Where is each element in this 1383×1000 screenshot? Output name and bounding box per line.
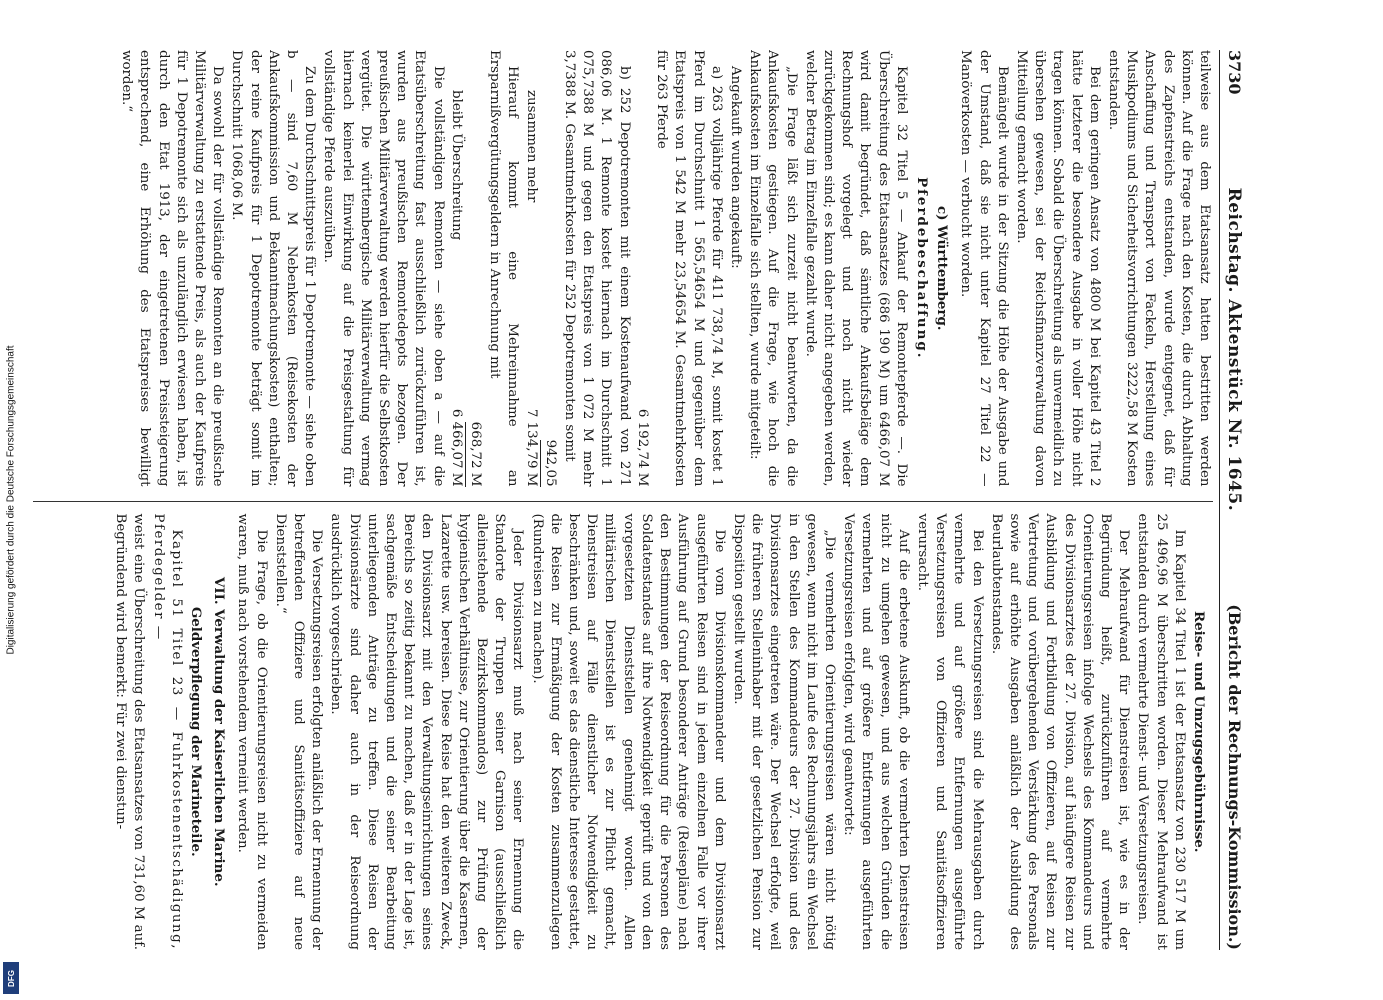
page-header xyxy=(1219,50,1244,950)
paragraph: Zu dem Durchschnittspreis für 1 Depotremonte — siehe oben b — sind 7,60 M Nebenkosten (Reisekosten der Ankaufskommission und Bekanntmachungskosten) enthalten; der reine Kaufpreis für 1 Depotremonte beträgt somit im Durchschnitt 1068,06 M. xyxy=(229,50,318,487)
amount-row xyxy=(447,50,465,487)
amount-row xyxy=(540,50,559,487)
paragraph: Auf die erbetene Auskunft, ob die vermehrten Dienstreisen nicht zu umgehen gewesen, und aus welchen Gründen die vermehrten und auf größere Entfernungen ausgeführten Versetzungsreisen erfolgten, wird geantwortet: xyxy=(841,513,911,950)
paragraph: Hierauf kommt eine Mehreinnahme an Ersparnißvergütungsgeldern in Anrechnung mit xyxy=(487,50,521,487)
footer-credit-text: Digitalisierung gefördert durch die Deutsche Forschungsgemeinschaft xyxy=(5,345,17,655)
paragraph: Der Mehraufwand für Dienstreisen ist, wie es in der Begründung heißt, zurückzuführen auf vermehrte Orientierungsreisen infolge Wechsels des Kommandeurs und des Divisionsarztes der 27. Division, auf häufigere Reisen zur Ausbildung und Fortbildung von Offizieren, auf Reisen zur Vertretung und vorübergehenden Verstärkung des Personals sowie auf erhöhte Ausgaben anläßlich der Ausbildung des Beurlaubtenstandes. xyxy=(988,513,1132,950)
paragraph: a) 263 volljährige Pferde für 411 738,74 M, somit kostet 1 Pferd im Durchschnitt 1 565,54654 M und gegenüber dem Etatspreis von 1 542 M mehr 23,54654 M. Gesamtmehrkosten für 263 Pferde xyxy=(654,50,724,487)
paragraph: Bemängelt wurde in der Sitzung die Höhe der Ausgabe und der Umstand, daß sie nicht unter Kapitel 27 Titel 22 — Manöverkosten — verbucht worden. xyxy=(958,50,1010,487)
amount-label: bleibt Überschreitung xyxy=(448,90,464,241)
document-page xyxy=(10,40,1250,960)
amount-value: 6 192,74 M xyxy=(634,408,650,487)
paragraph: Kapitel 32 Titel 5 — Ankauf der Remontepferde —. Die Überschreitung des Etatsansatzes (686 190 M) um 6466,07 M wird damit begründet, daß sämtliche Ankaufsbeläge dem Rechnungshof vorgelegt und noch nicht wieder zurückgekommen sind; es kann daher nicht angegeben werden, welcher Betrag im Einzelfalle gezahlt wurde. xyxy=(802,50,909,487)
paragraph: teilweise aus dem Etatsansatz hatten bestritten werden können. Auf die Frage nach den Kosten, die durch Abhaltung des Zapfenstreichs entstanden, wurde entgegnet, daß für Anschaffung und Transport von Fackeln, Herstellung eines Musikpodiums und Sicherheitsvorrichtungen 3222,58 M Kosten entstanden. xyxy=(1105,50,1212,487)
amount-label: zusammen mehr xyxy=(523,90,539,203)
page-number: 3730 xyxy=(1225,50,1244,95)
paragraph: Da sowohl der für vollständige Remonten an die preußische Militärverwaltung zu erstattende Preis, als auch der Kaufpreis für 1 Depotremonte sich als unzulänglich erwiesen haben, ist durch den Etat 1913, der eingetretenen Preissteigerung entsprechend, eine Erhöhung des Etatspreises bewilligt worden.“ xyxy=(119,50,226,487)
dfg-logo-text: DFG xyxy=(6,969,16,987)
paragraph: Die Versetzungsreisen erfolgten anläßlich der Ernennung der betreffenden Offiziere und Sanitätsoffiziere auf neue Dienststellen.“ xyxy=(272,513,325,950)
amount-value: 6 466,07 M xyxy=(448,408,464,487)
paragraph: Die vollständigen Remonten — siehe oben a — auf die Etatsüberschreitung fast ausschließlich zurückzuführen ist, wurden aus preußischen Remontedepots bezogen. Der preußischen Militärverwaltung werden hierfür die Selbstkosten vergütet. Die württembergische Militärverwaltung vermag hiernach keinerlei Einwirkung auf die Preisgestaltung für vollständige Pferde auszuüben. xyxy=(321,50,446,487)
section-subheading: Pferdebeschaffung. xyxy=(913,177,930,360)
paragraph: Die Frage, ob die Orientierungsreisen nicht zu vermeiden waren, muß nach vorstehendem verneint werden. xyxy=(235,513,269,950)
amount-value: 942,05 xyxy=(540,440,559,487)
section-heading: c) Württemberg. xyxy=(934,206,951,331)
paragraph: Bei dem geringen Ansatz von 4800 M bei Kapitel 43 Titel 2 hätte letzterer die besondere Ausgabe in voller Höhe nicht tragen können. Sobald die Überschreitung als unvermeidlich zu übersehen gewesen, sei der Reichsfinanzverwaltung davon Mitteilung gemacht worden. xyxy=(1013,50,1102,487)
amount-value: 668,72 M xyxy=(465,422,484,487)
paragraph: „Die Frage läßt sich zurzeit nicht beantworten, da die Ankaufskosten gestiegen. Auf die Frage, wie hoch die Ankaufskosten im Einzelfalle sich stellten, wurde mitgeteilt: xyxy=(747,50,799,487)
amount-row xyxy=(633,50,651,487)
amount-row xyxy=(521,50,539,487)
amount-value: 7 134,79 M xyxy=(523,408,539,487)
paragraph: „Die vermehrten Orientierungsreisen wären nicht nötig gewesen, wenn nicht im Laufe des Rechnungsjahrs ein Wechsel in den Stellen des Kommandeurs der 27. Division und des Divisionsarztes eingetreten wäre. Der Wechsel erfolgte, weil die früheren Stelleninhaber mit der gesetzlichen Pension zur Disposition gestellt wurden. xyxy=(730,513,837,950)
amount-row xyxy=(465,50,484,487)
paragraph: weist eine Überschreitung des Etatsansatzes von 731,60 M auf. Begründend wird bemerkt: Für zwei dienstun- xyxy=(113,513,147,950)
paragraph: Jeder Divisionsarzt muß nach seiner Ernennung die Standorte der Truppen seiner Garnison (ausschließlich alleinstehende Bezirkskommandos) zur Prüfung der hygienischen Verhältnisse, zur Orientierung über die Kasernen, Lazarette usw. bereisen. Diese Reise hat den weiteren Zweck, den Divisionsarzt mit den Verwaltungseinrichtungen seines Bereichs so zeitig bekannt zu machen, daß er in der Lage ist, sachgemäße Entscheidungen und die seiner Bearbeitung unterliegenden Anträge zu treffen. Diese Reisen der Divisionsärzte sind daher auch in der Reiseordnung ausdrücklich vorgeschrieben. xyxy=(328,513,526,950)
section-heading: Reise- und Umzugsgebührnisse. xyxy=(1191,611,1207,853)
left-column xyxy=(33,50,1213,487)
right-column xyxy=(33,501,1213,951)
section-subheading: Geldverpflegung der Marineteile. xyxy=(188,606,205,857)
paragraph: b) 252 Depotremonten mit einem Kostenaufwand von 271 086,06 M. 1 Remonte kostet hiernach im Durchschnitt 1 075,7388 M und gegen den Etatspreis von 1 072 M mehr 3,7388 M. Gesamtmehrkosten für 252 Depotremonten somit xyxy=(562,50,632,487)
paragraph: Kapitel 51 Titel 23 — Fuhrkostenentschädigung, Pferdegelder — xyxy=(150,513,184,950)
paragraph: Im Kapitel 34 Titel 1 ist der Etatsansatz von 230 517 M um 25 496,96 M überschritten worden. Dieser Mehraufwand ist entstanden durch vermehrte Dienst- und Versetzungsreisen. xyxy=(1135,513,1187,950)
paragraph: Bei den Versetzungsreisen sind die Mehrausgaben durch vermehrte und auf größere Entfernungen ausgeführte Versetzungsreisen von Offizieren und Sanitätsoffizieren verursacht. xyxy=(914,513,985,950)
paragraph: Angekauft wurden angekauft: xyxy=(727,66,743,269)
section-heading: VII. Verwaltung der Kaiserlichen Marine. xyxy=(211,576,228,887)
paragraph: Die vom Divisionskommandeur und dem Divisionsarzt ausgeführten Reisen sind in jedem einzelnen Falle vor ihrer Ausführung auf Grund besonderer Anträge (Reisepläne) nach den Bestimmungen der Reiseordnung für die Personen des Soldatenstandes auf ihre Notwendigkeit geprüft und von den vorgesetzten Dienststellen genehmigt worden. Allen militärischen Dienststellen ist es zur Pflicht gemacht, Dienstreisen auf Fälle dienstlicher Notwendigkeit zu beschränken und, soweit es das dienstliche Interesse gestattet, die Reisen zur Ermäßigung der Kosten zusammenzulegen (Rundreisen zu machen). xyxy=(529,513,727,950)
dfg-logo xyxy=(3,962,19,994)
page-header-section: (Bericht der Rechnungs-Kommission.) xyxy=(1225,604,1244,950)
page-header-title: Reichstag. Aktenstück Nr. 1645. xyxy=(1224,187,1244,512)
